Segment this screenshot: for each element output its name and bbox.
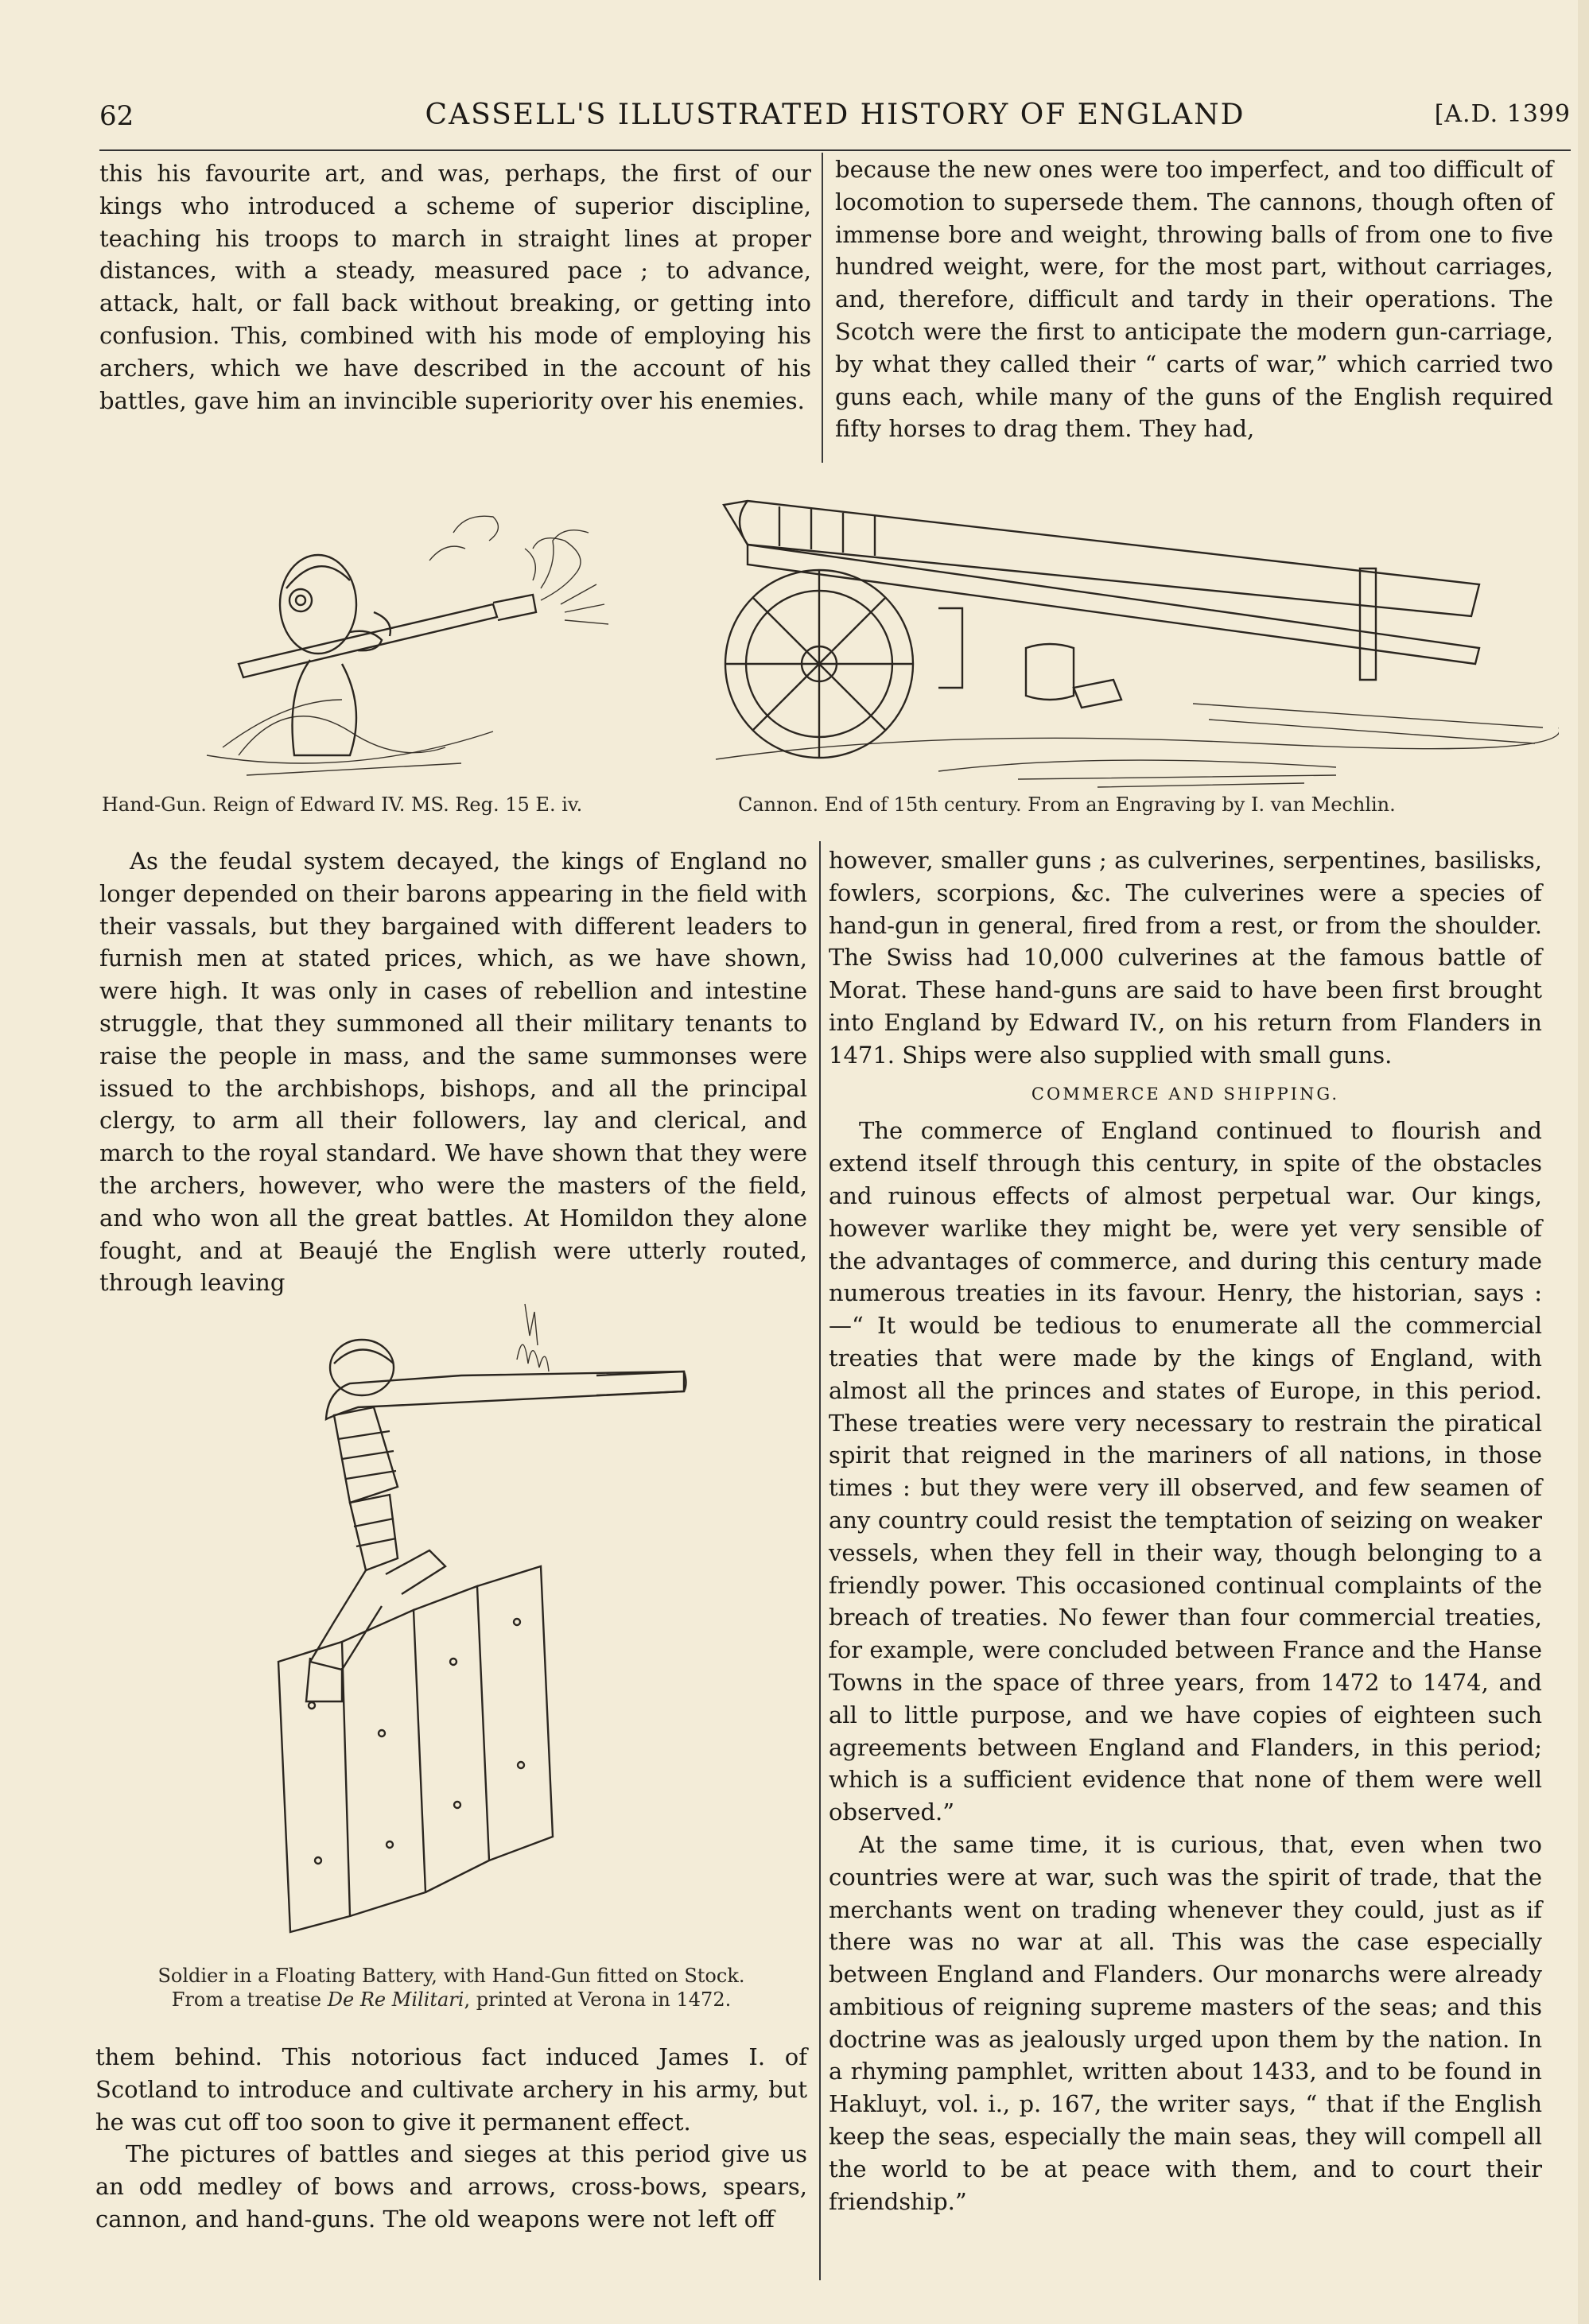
page-edge [1578, 0, 1589, 2324]
top-left-column [99, 157, 811, 417]
left-column-middle [99, 845, 807, 1299]
cannon-illustration [700, 489, 1559, 791]
soldier-caption-line1: Soldier in a Floating Battery, with Hand-Gun fitted on Stock. [157, 1965, 745, 1987]
soldier-caption-line2 [95, 1988, 807, 2012]
soldier-caption [95, 1964, 807, 2012]
soldier-floating-battery-illustration [262, 1288, 708, 1956]
page-number: 62 [99, 100, 134, 132]
soldier-caption-suffix: , printed at Verona in 1472. [464, 1988, 732, 2011]
section-heading-commerce: COMMERCE AND SHIPPING. [1031, 1084, 1340, 1104]
left-column-bottom [95, 2041, 807, 2236]
paragraph-trade: At the same time, it is curious, that, even when two countries were at war, such was the spirit of trade, that the merchants went on trading whenever they could, just as if there was no war at all. This was the case especially between England and Flanders. Our monarchs were already ambitious of reigning supreme masters of the seas; and this doctrine was as jealously urged upon them by the nation. In a rhyming pamphlet, written about 1433, and to be found in Hakluyt, vol. i., p. 167, the writer says, “ that if the English keep the seas, especially the main seas, they will compell all the world to be at peace with them, and to court their friendship.” [829, 1830, 1542, 2215]
hand-gun-caption: Hand-Gun. Reign of Edward IV. MS. Reg. 15 E. iv. [102, 793, 583, 816]
paragraph-culverines: however, smaller guns ; as culverines, serpentines, basilisks, fowlers, scorpions, &c. The culverines were a species of hand-gun in general, fired from a rest, or from the shoulder. The Swiss had 10,000 culverines at the famous battle of Morat. These hand-guns are said to have been first brought into England by Edward IV., on his return from Flanders in 1471. Ships were also supplied with small guns. [829, 847, 1542, 1069]
running-header [99, 94, 1571, 142]
paragraph-cannons: because the new ones were too imperfect, and too difficult of locomotion to supersede them. The cannons, though often of immense bore and weight, throwing balls of from one to five hundred weight, were, for the most part, without carriages, and, therefore, difficult and tardy in their operations. The Scotch were the first to anticipate the modern gun-carriage, by what they called their “ carts of war,” which carried two guns each, while many of the guns of the English required fifty horses to drag them. They had, [835, 156, 1553, 443]
hand-gun-illustration [191, 493, 620, 787]
paragraph-commerce: The commerce of England continued to flourish and extend itself through this century, in spite of the obstacles and ruinous effects of almost perpetual war. Our kings, however warlike they might be, were yet very sensible of the advantages of commerce, and during this century made numerous treaties in its favour. Henry, the historian, says : —“ It would be tedious to enumerate all the commercial treaties that were made by the kings of England, with almost all the princes and states of Europe, in this period. These treaties were very necessary to restrain the piratical spirit that reigned in the mariners of all nations, in those times : but they were very ill observed, and few seamen of any country could resist the temptation of seizing on weaker vessels, when they fell in their way, though belonging to a friendly power. This occasioned continual complaints of the breach of treaties. No fewer than four commercial treaties, for example, were concluded between France and the Hanse Towns in the space of three years, from 1472 to 1474, and all to little purpose, and we have copies of eighteen such agreements between England and Flanders, in this period; which is a sufficient evidence that none of them were well observed.” [829, 1117, 1542, 1826]
right-column-middle [829, 844, 1542, 2217]
running-title: CASSELL'S ILLUSTRATED HISTORY OF ENGLAND [425, 99, 1245, 131]
paragraph-medley: The pictures of battles and sieges at this period give us an odd medley of bows and arrows, cross-bows, spears, cannon, and hand-guns. The old weapons were not left off [95, 2140, 807, 2233]
column-divider-bottom [819, 841, 821, 2280]
running-date: [A.D. 1399 [1434, 100, 1571, 128]
cannon-caption: Cannon. End of 15th century. From an Engraving by I. van Mechlin. [738, 793, 1396, 816]
paragraph-feudal: As the feudal system decayed, the kings of England no longer depended on their barons appearing in the field with their vassals, but they bargained with different leaders to furnish men at stated prices, which, as we have shown, were high. It was only in cases of rebellion and intestine struggle, that they summoned all their military tenants to raise the people in mass, and the same summonses were issued to the archbishops, bishops, and all the principal clergy, to arm all their followers, lay and clerical, and march to the royal standard. We have shown that they were the archers, however, who were the masters of the field, and who won all the great battles. At Homildon they alone fought, and at Beaujé the English were utterly routed, through leaving [99, 848, 807, 1297]
paragraph-james: them behind. This notorious fact induced James I. of Scotland to introduce and cultivate archery in his army, but he was cut off too soon to give it permanent effect. [95, 2043, 807, 2136]
column-divider-top [822, 153, 823, 463]
paragraph-discipline: this his favourite art, and was, perhaps, the first of our kings who introduced a scheme of superior discipline, teaching his troops to march in straight lines at proper distances, with a steady, measured pace ; to advance, attack, halt, or fall back without breaking, or getting into confusion. This, combined with his mode of employing his archers, which we have described in the account of his battles, gave him an invincible superiority over his enemies. [99, 160, 811, 414]
header-rule [99, 149, 1571, 151]
top-right-column [835, 153, 1553, 445]
treatise-title: De Re Militari [327, 1988, 464, 2011]
soldier-caption-prefix: From a treatise [171, 1988, 328, 2011]
